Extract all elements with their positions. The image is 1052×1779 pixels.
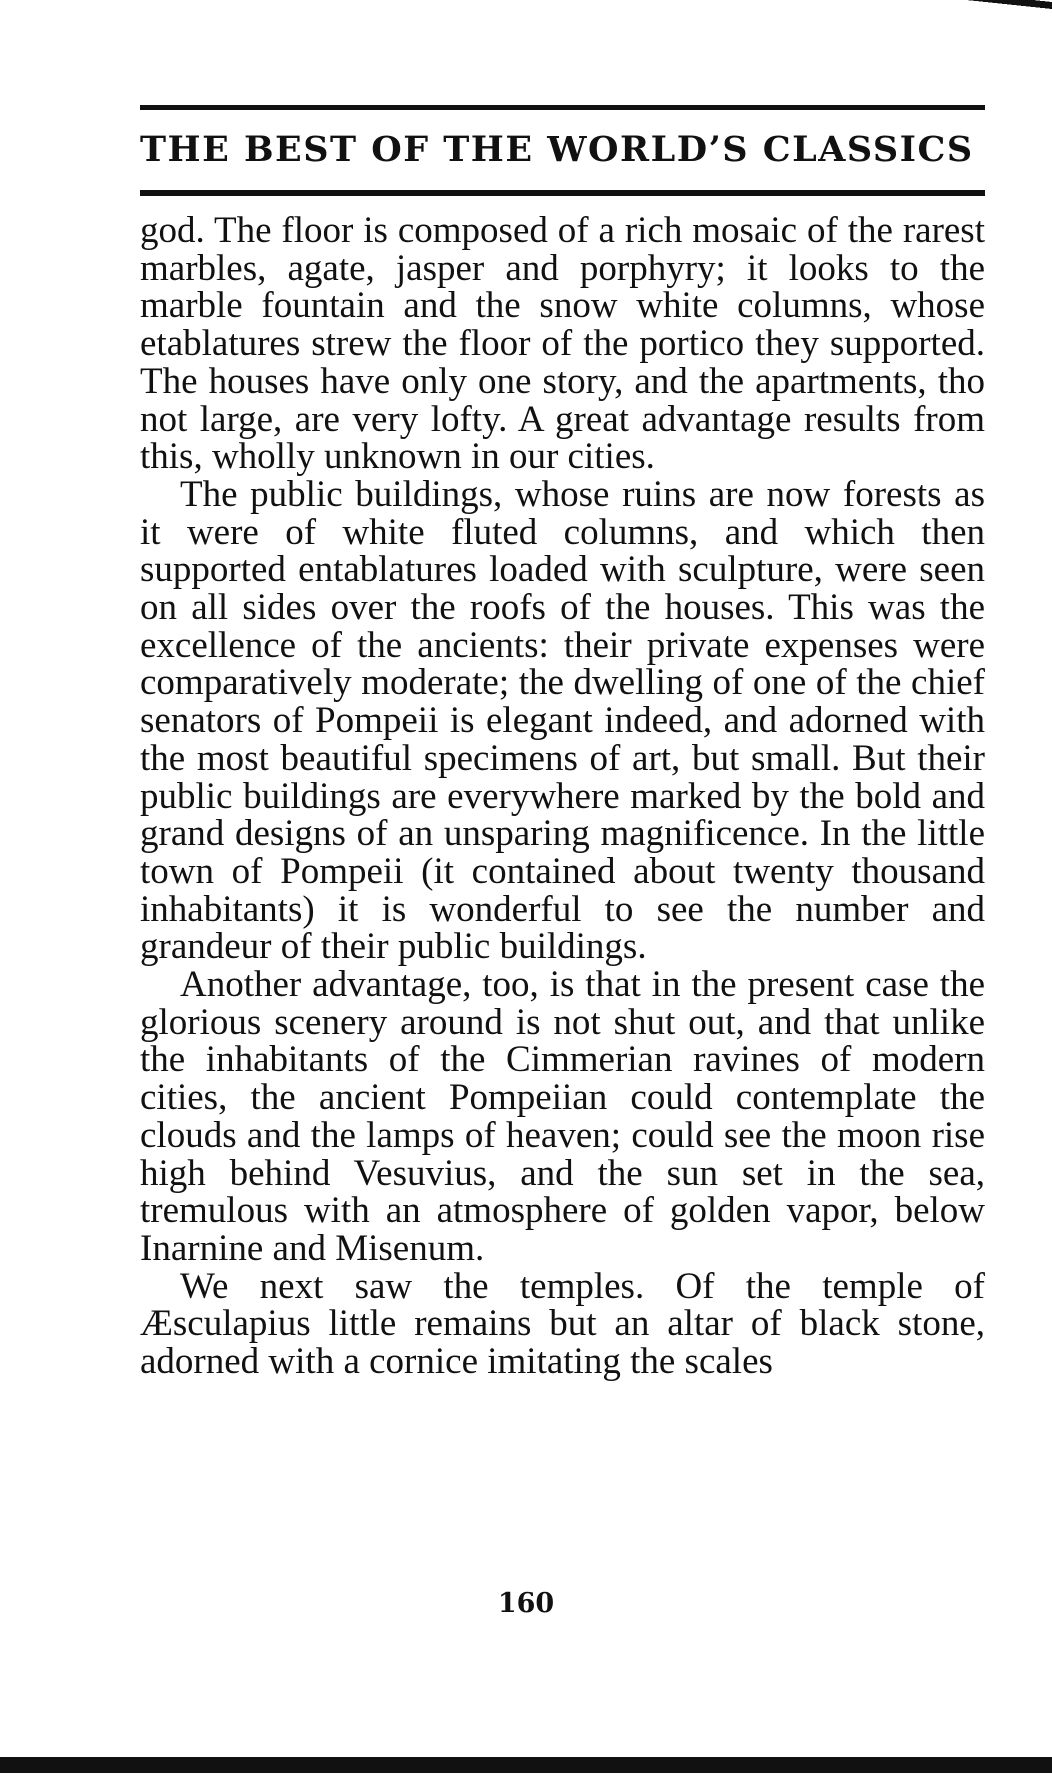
header-top-rule: [140, 105, 985, 110]
page-body: [140, 212, 985, 1381]
page-number: 160: [497, 1588, 555, 1619]
paragraph-1: god. The floor is composed of a rich mosaic of the rarest marbles, agate, jasper and porphyry; it looks to the marble fountain and the snow white columns, whose etablatures strew the floor of the portico they supported. The houses have only one story, and the apartments, tho not large, are very lofty. A great advantage results from this, wholly unknown in our cities.: [140, 210, 985, 478]
paragraph-2: The public buildings, whose ruins are now forests as it were of white fluted columns, and which then supported entablatures loaded with sculpture, were seen on all sides over the roofs of the houses. This was the excellence of the ancients: their private expenses were comparatively moderate; the dwelling of one of the chief senators of Pompeii is elegant indeed, and adorned with the most beautiful specimens of art, but small. But their public buildings are everywhere marked by the bold and grand designs of an unsparing magnificence. In the little town of Pompeii (it contained about twenty thousand inhabitants) it is wonderful to see the number and grandeur of their public buildings.: [140, 473, 985, 968]
paragraph-3: Another advantage, too, is that in the present case the glorious scenery around is not shut out, and that unlike the inhabitants of the Cimmerian ravines of modern cities, the ancient Pompeiian could contemplate the clouds and the lamps of heaven; could see the moon rise high behind Vesuvius, and the sun set in the sea, tremulous with an atmosphere of golden vapor, below Inarnine and Misenum.: [140, 964, 985, 1269]
header-bottom-rule: [140, 190, 985, 196]
corner-scan-mark: [957, 0, 1052, 14]
running-header: THE BEST OF THE WORLD’S CLASSICS: [140, 129, 974, 170]
paragraph-4: We next saw the temples. Of the temple of Æsculapius little remains but an altar of black stone, adorned with a cornice imitating the scales: [140, 1265, 985, 1383]
bottom-edge-rule: [0, 1757, 1052, 1773]
